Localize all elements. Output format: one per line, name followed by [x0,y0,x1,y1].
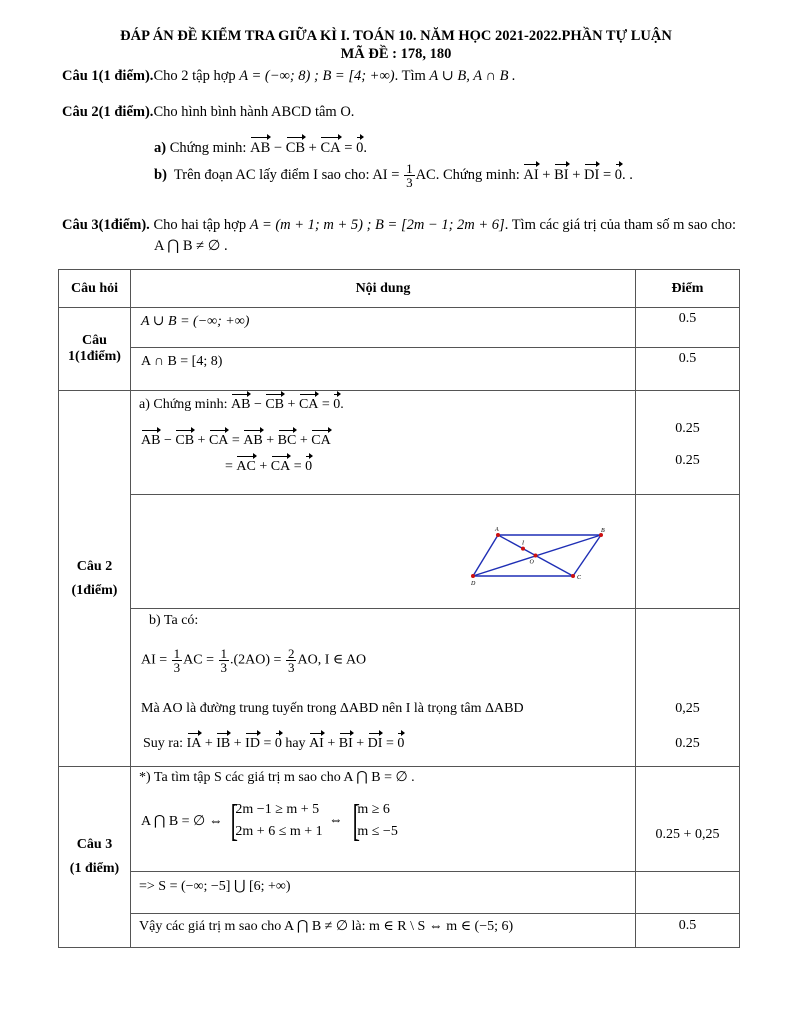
cau2b-ai-equation: AI = $\frac{1}{3}$ AC = $\frac{1}{3}$ .(2AO) = $\frac{2}{3}$ AO, I ∈ AO [141,646,367,675]
table-row [59,872,740,914]
table-header-row [59,270,740,308]
cau2b-median-score: 0,25 [675,701,700,716]
cau3-system: A ⋂ B = ∅ ⇔ [ 2m −1 ≥ m + 5 2m + 6 ≤ m + 1 ⇔ [ m ≥ 6 m ≤ −5 [141,796,398,845]
cau2b-median: Mà AO là đường trung tuyến trong ΔABD nên I là trọng tâm ΔABD [141,701,524,716]
question-1 [62,68,516,85]
cau2-figure-score-cell [636,495,740,609]
label-d: D [471,581,476,587]
cau2a-title: a) Chứng minh: AB − CB + CA = 0. [139,397,344,412]
cau1-label-text: Câu 1(1điểm) [68,333,121,364]
label-c: C [577,575,582,581]
cau2a-score-1: 0.25 [675,421,700,436]
question-1-label: Câu 1(1 điểm). [62,68,154,84]
cau3-iff: ⇔ [328,813,343,828]
cau1-union-score: 0.5 [678,311,697,326]
parallelogram-figure [131,495,637,607]
cau3-intro: *) Ta tìm tập S các giá trị m sao cho A ⋂ B = ∅ . [139,770,415,785]
question-2 [62,104,354,121]
label-a: A [495,527,499,533]
point-o [534,554,538,558]
label-b: B [601,528,605,534]
cau3-main-score-cell [636,767,740,872]
cau3-final-score-cell [636,914,740,948]
question-2-label: Câu 2(1 điểm). [62,104,154,120]
cau2-label [59,391,131,767]
cau3-sys1-b: 2m + 6 ≤ m + 1 [235,824,323,839]
cau2b-score-cell [636,609,740,767]
cau2a-title-text: a) Chứng minh: [139,397,228,412]
header-score: Điểm [636,270,740,308]
question-1-ops: A ∪ B, A ∩ B . [429,68,516,84]
question-3-sets: A = (m + 1; m + 5) ; B = [2m − 1; 2m + 6] [249,217,505,233]
cau2a-step2: = AC + CA = 0 [225,459,313,474]
header-content: Nội dung [131,270,636,308]
cau1-inter-cell [131,348,636,391]
cau1-union-score-cell [636,308,740,348]
table-row [59,767,740,872]
question-2-text: Cho hình bình hành ABCD tâm O. [153,104,355,120]
exam-code: MÃ ĐỀ : 178, 180 [340,46,452,62]
question-2b-prove: . Chứng minh: [435,166,520,183]
cau1-inter-score-cell [636,348,740,391]
cau3-eq-score: 0.25 + 0,25 [655,827,720,842]
question-1-task: . Tìm [394,68,426,84]
cau1-inter: A ∩ B = [4; 8) [141,354,223,369]
cau2b-cell [131,609,636,767]
cau3-final: Vậy các giá trị m sao cho A ⋂ B ≠ ∅ là: m ∈ R \ S ⇔ m ∈ (−5; 6) [139,919,514,934]
document-title: ĐÁP ÁN ĐỀ KIỂM TRA GIỮA KÌ I. TOÁN 10. NĂM HỌC 2021-2022.PHẦN TỰ LUẬN [120,28,672,44]
question-1-sets: A = (−∞; 8) ; B = [4; +∞) [239,68,395,84]
question-2a-label: a) [154,140,167,156]
label-o: O [529,559,534,566]
question-3 [62,217,736,234]
table-row [59,914,740,948]
cau2b-hay: hay [285,736,306,751]
table-row [59,495,740,609]
table-row [59,348,740,391]
cau2b-conclusion: Suy ra: IA + IB + ID = 0 hay AI + BI + DI = 0 [143,736,405,751]
cau2-label-text: Câu 2 [76,558,113,574]
cau3-final-score: 0.5 [678,918,697,933]
cau3-label [59,767,131,948]
point-i [521,547,525,551]
table-row [59,391,740,495]
cau2a-score-cell [636,391,740,495]
fraction-one-third: $\frac{1}{3}$ [406,161,413,190]
cau3-main-cell [131,767,636,872]
table-row [59,609,740,767]
question-3-text: Cho hai tập hợp [153,217,247,233]
question-3-label: Câu 3(1điểm). [62,217,150,233]
point-d [471,574,475,578]
point-a [496,533,500,537]
cau2b-intro: b) Ta có: [149,613,199,628]
label-i: I [522,540,524,547]
cau2-points: (1điểm) [71,582,118,598]
cau3-label-text: Câu 3 [76,837,113,852]
cau3-eq-left: A ⋂ B = ∅ ⇔ [141,813,223,829]
cau3-final-cell [131,914,636,948]
cau2b-ai: AI = [141,652,168,668]
table-row [59,308,740,348]
question-2a-text: Chứng minh: [169,140,247,156]
cau3-sys2-b: m ≤ −5 [357,824,398,839]
cau2-figure-cell [131,495,636,609]
cau3-S: => S = (−∞; −5] ⋃ [6; +∞) [139,879,291,894]
point-c [571,574,575,578]
cau1-inter-score: 0.5 [678,351,697,366]
cau3-S-score-cell [636,872,740,914]
question-2b: b) Trên đoạn AC lấy điểm I sao cho: AI = $\frac{1}{3}$ AC. Chứng minh: AI + BI + DI = 0. . [154,161,633,190]
question-2b-text: Trên đoạn AC lấy điểm I sao cho: [173,166,370,183]
cau3-points: (1 điểm) [69,861,120,876]
question-3-task: . Tìm các giá trị của tham số m sao cho: [504,217,736,233]
cau3-sys2-a: m ≥ 6 [357,802,390,817]
question-2b-label: b) [154,166,167,183]
cau2b-suy-score: 0.25 [675,736,700,751]
edge-bc [573,535,601,576]
cau2b-tail: AO, I ∈ AO [297,652,367,668]
cau2a-score-2: 0.25 [675,453,700,468]
vector-equation: AI + BI + DI = 0. . [523,166,633,183]
cau1-label [59,308,131,391]
cau2a-cell [131,391,636,495]
header-question: Câu hỏi [59,270,131,308]
answer-table [58,269,740,948]
question-2a [154,140,367,157]
vector-equation: AB − CB + CA = 0. [250,140,367,156]
question-3-condition: A ⋂ B ≠ ∅ . [154,238,228,254]
cau3-sys1-a: 2m −1 ≥ m + 5 [235,802,320,817]
cau1-union-cell [131,308,636,348]
cau2b-suy: Suy ra: [143,736,184,751]
question-1-text: Cho 2 tập hợp [153,68,236,84]
cau1-union: A ∪ B = (−∞; +∞) [141,314,250,329]
cau2a-step1: AB − CB + CA = AB + BC + CA [141,433,331,448]
cau3-S-cell [131,872,636,914]
